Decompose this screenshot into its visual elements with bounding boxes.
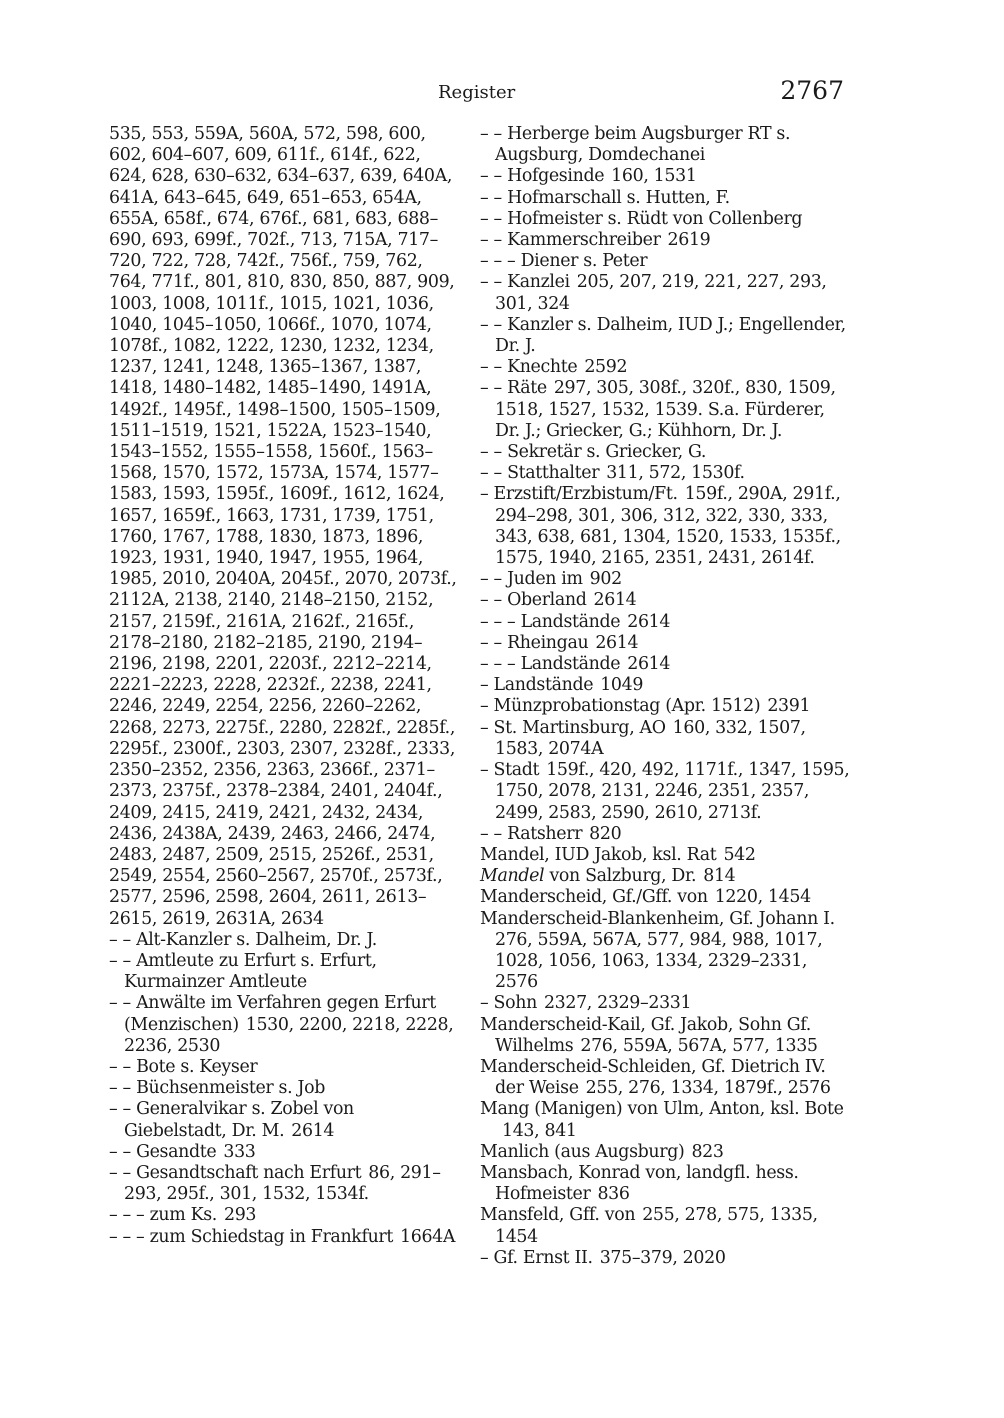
entry-refs: 160, 332, 1507, 1583, 2074A bbox=[495, 717, 806, 759]
index-entry bbox=[480, 272, 850, 314]
index-entry bbox=[480, 1142, 850, 1163]
index-entry bbox=[480, 251, 850, 272]
entry-head: Landstände bbox=[493, 675, 594, 696]
index-entry bbox=[109, 1078, 459, 1099]
entry-refs: 1220, 1454 bbox=[714, 887, 811, 908]
entry-refs: 2614 bbox=[595, 632, 639, 653]
entry-head: Mansbach, Konrad von, landgfl. hess. Hofmeister bbox=[480, 1162, 799, 1205]
entry-refs: 255, 276, 1334, 1879f., 2576 bbox=[585, 1078, 831, 1099]
entry-head-italic: Mandel bbox=[480, 866, 545, 887]
entry-refs: 2327, 2329–2331 bbox=[543, 993, 692, 1014]
index-entry bbox=[480, 442, 850, 463]
entry-level-dashes: – – bbox=[480, 442, 502, 463]
entry-level-dashes: – – – bbox=[109, 1205, 145, 1226]
entry-head: Knechte bbox=[507, 357, 578, 378]
entry-level-dashes: – – – bbox=[109, 1226, 145, 1247]
entry-level-dashes: – – bbox=[109, 1078, 131, 1099]
entry-head: Kammerschreiber bbox=[507, 230, 661, 251]
entry-refs: 86, 291–293, 295f., 301, 1532, 1534f. bbox=[124, 1162, 441, 1205]
entry-head: Statthalter bbox=[507, 463, 600, 484]
entry-head: Gesandtschaft nach Erfurt bbox=[136, 1162, 362, 1183]
entry-refs: 2614 bbox=[627, 654, 671, 675]
entry-refs: 375–379, 2020 bbox=[599, 1247, 726, 1268]
entry-level-dashes: – bbox=[480, 696, 489, 717]
index-entry bbox=[480, 569, 850, 590]
index-entry bbox=[480, 1099, 850, 1141]
entry-refs: 823 bbox=[691, 1141, 724, 1162]
entry-head: Manlich (aus Augsburg) bbox=[480, 1141, 685, 1162]
index-entry bbox=[480, 166, 850, 187]
entry-head: von Salzburg, Dr. bbox=[549, 866, 697, 887]
index-entry bbox=[480, 357, 850, 378]
entry-head: Mang (Manigen) von Ulm, Anton, ksl. Bote bbox=[480, 1099, 844, 1120]
entry-level-dashes: – – bbox=[109, 1056, 131, 1077]
entry-level-dashes: – – – bbox=[480, 251, 516, 272]
entry-refs: 333 bbox=[223, 1141, 256, 1162]
entry-level-dashes: – – bbox=[480, 632, 502, 653]
entry-head: Manderscheid-Blankenheim, Gf. Johann I. bbox=[480, 908, 835, 929]
index-entry bbox=[480, 887, 850, 908]
index-entry bbox=[480, 230, 850, 251]
entry-refs: 2619 bbox=[667, 230, 711, 251]
entry-head: Landstände bbox=[520, 611, 621, 632]
entry-level-dashes: – – bbox=[480, 357, 502, 378]
entry-refs: 311, 572, 1530f. bbox=[606, 463, 745, 484]
index-entry bbox=[109, 124, 459, 930]
entry-level-dashes: – – bbox=[480, 378, 502, 399]
entry-refs: 143, 841 bbox=[502, 1120, 577, 1141]
entry-head: Manderscheid-Kail, Gf. Jakob, Sohn Gf. Wilhelms bbox=[480, 1014, 811, 1056]
entry-level-dashes: – – bbox=[109, 929, 131, 950]
entry-head: Münzprobationstag (Apr. 1512) bbox=[493, 696, 761, 717]
index-entry bbox=[480, 654, 850, 675]
entry-head: Erzstift/Erzbistum/Ft. bbox=[493, 484, 678, 505]
entry-head: St. Martinsburg, AO bbox=[493, 717, 666, 738]
entry-refs: 2391 bbox=[767, 696, 811, 717]
entry-refs: 2592 bbox=[584, 357, 628, 378]
entry-level-dashes: – – bbox=[480, 208, 502, 229]
index-entry bbox=[480, 760, 850, 824]
entry-head: Ratsherr bbox=[507, 823, 583, 844]
entry-head: Kanzlei bbox=[507, 272, 570, 293]
entry-refs: 160, 1531 bbox=[611, 166, 697, 187]
entry-refs: 276, 559A, 567A, 577, 1335 bbox=[580, 1035, 818, 1056]
entry-level-dashes: – – bbox=[480, 230, 502, 251]
entry-level-dashes: – – bbox=[109, 1141, 131, 1162]
entry-refs: 814 bbox=[703, 866, 736, 887]
index-entry bbox=[480, 188, 850, 209]
index-entry bbox=[480, 590, 850, 611]
entry-head: Amtleute zu Erfurt s. Erfurt, Kurmainzer Amtleute bbox=[124, 950, 377, 993]
entry-refs: 159f., 290A, 291f., 294–298, 301, 306, 312, 322, 330, 333, 343, 638, 681, 1304, 1520, 1533, 1535f., 1575, 1940, 2165, 2351, 2431, 2614f. bbox=[495, 484, 841, 569]
entry-level-dashes: – bbox=[480, 717, 489, 738]
entry-head: Büchsenmeister s. Job bbox=[136, 1078, 325, 1099]
entry-head: Hofmeister s. Rüdt von Collenberg bbox=[507, 208, 803, 229]
index-entry bbox=[109, 1205, 459, 1226]
entry-level-dashes: – bbox=[480, 1247, 489, 1268]
entry-head: Herberge beim Augsburger RT s. Augsburg, Domdechanei bbox=[495, 124, 791, 166]
entry-head: Alt-Kanzler s. Dalheim, Dr. J. bbox=[136, 929, 377, 950]
index-entry bbox=[480, 866, 850, 887]
index-entry bbox=[109, 993, 459, 1057]
index-entry bbox=[480, 633, 850, 654]
entry-head: Landstände bbox=[520, 654, 621, 675]
entry-level-dashes: – – bbox=[480, 823, 502, 844]
index-entry bbox=[109, 930, 459, 951]
index-entry bbox=[109, 1142, 459, 1163]
index-entry bbox=[480, 696, 850, 717]
entry-head: Räte bbox=[507, 378, 547, 399]
entry-head: Juden im bbox=[507, 569, 583, 590]
index-entry bbox=[480, 1015, 850, 1057]
entry-refs: 2614 bbox=[627, 611, 671, 632]
entry-head: Anwälte im Verfahren gegen Erfurt (Menzischen) bbox=[124, 993, 436, 1035]
entry-refs: 1530, 2200, 2218, 2228, 2236, 2530 bbox=[124, 1014, 454, 1056]
index-entry bbox=[480, 909, 850, 994]
entry-refs: 535, 553, 559A, 560A, 572, 598, 600, 602, 604–607, 609, 611f., 614f., 622, 624, 628, 630–632, 634–637, 639, 640A, 641A, 643–645, 649, 651–653, 654A, 655A, 658f., 674, 676f., 681, 683, 688–690, 693, 699f., 702f., 713, 715A, 717–720, 722, 728, 742f., 756f., 759, 762, 764, 771f., 801, 810, 830, 850, 887, 909, 1003, 1008, 1011f., 1015, 1021, 1036, 1040, 1045–1050, 1066f., 1070, 1074, 1078f., 1082, 1222, 1230, 1232, 1234, 1237, 1241, 1248, 1365–1367, 1387, 1418, 1480–1482, 1485–1490, 1491A, 1492f., 1495f., 1498–1500, 1505–1509, 1511–1519, 1521, 1522A, 1523–1540, 1543–1552, 1555–1558, 1560f., 1563–1568, 1570, 1572, 1573A, 1574, 1577–1583, 1593, 1595f., 1609f., 1612, 1624, 1657, 1659f., 1663, 1731, 1739, 1751, 1760, 1767, 1788, 1830, 1873, 1896, 1923, 1931, 1940, 1947, 1955, 1964, 1985, 2010, 2040A, 2045f., 2070, 2073f., 2112A, 2138, 2140, 2148–2150, 2152, 2157, 2159f., 2161A, 2162f., 2165f., 2178–2180, 2182–2185, 2190, 2194–2196, 2198, 2201, 2203f., 2212–2214, 2221–2223, 2228, 2232f., 2238, 2241, 2246, 2249, 2254, 2256, 2260–2262, 2268, 2273, 2275f., 2280, 2282f., 2285f., 2295f., 2300f., 2303, 2307, 2328f., 2333, 2350–2352, 2356, 2363, 2366f., 2371–2373, 2375f., 2378–2384, 2401, 2404f., 2409, 2415, 2419, 2421, 2432, 2434, 2436, 2438A, 2439, 2463, 2466, 2474, 2483, 2487, 2509, 2515, 2526f., 2531, 2549, 2554, 2560–2567, 2570f., 2573f., 2577, 2596, 2598, 2604, 2611, 2613–2615, 2619, 2631A, 2634 bbox=[109, 124, 457, 929]
entry-head: Manderscheid, Gf./Gff. von bbox=[480, 887, 708, 908]
index-entry bbox=[480, 612, 850, 633]
index-entry bbox=[109, 951, 459, 993]
entry-level-dashes: – – bbox=[480, 272, 502, 293]
entry-refs: 276, 559A, 567A, 577, 984, 988, 1017, 1028, 1056, 1063, 1334, 2329–2331, 2576 bbox=[495, 929, 823, 993]
index-entry bbox=[480, 209, 850, 230]
entry-level-dashes: – – bbox=[480, 166, 502, 187]
entry-level-dashes: – – bbox=[480, 187, 502, 208]
entry-head: Stadt bbox=[493, 760, 540, 781]
index-entry bbox=[480, 378, 850, 442]
entry-level-dashes: – – bbox=[109, 993, 131, 1014]
index-entry bbox=[480, 315, 850, 357]
index-column-left bbox=[109, 124, 459, 1248]
entry-level-dashes: – – bbox=[109, 1099, 131, 1120]
entry-level-dashes: – bbox=[480, 993, 489, 1014]
entry-head: Gf. Ernst II. bbox=[493, 1247, 593, 1268]
index-entry bbox=[109, 1163, 459, 1205]
index-entry bbox=[480, 1057, 850, 1099]
entry-head: Generalvikar s. Zobel von Giebelstadt, Dr. M. bbox=[124, 1099, 354, 1141]
entry-refs: 542 bbox=[723, 844, 756, 865]
index-entry bbox=[480, 484, 850, 569]
index-column-right bbox=[480, 124, 850, 1269]
entry-head: Diener s. Peter bbox=[520, 251, 648, 272]
entry-level-dashes: – bbox=[480, 760, 489, 781]
entry-refs: 255, 278, 575, 1335, 1454 bbox=[495, 1205, 818, 1247]
entry-head: Mandel, IUD Jakob, ksl. Rat bbox=[480, 844, 717, 865]
entry-level-dashes: – – – bbox=[480, 654, 516, 675]
entry-level-dashes: – – bbox=[109, 1162, 131, 1183]
index-entry bbox=[480, 845, 850, 866]
entry-head: Mansfeld, Gff. von bbox=[480, 1205, 636, 1226]
entry-head: Sohn bbox=[493, 993, 537, 1014]
entry-refs: 2614 bbox=[593, 590, 637, 611]
entry-level-dashes: – – bbox=[480, 314, 502, 335]
index-entry bbox=[480, 824, 850, 845]
index-entry bbox=[480, 124, 850, 166]
entry-head: Sekretär s. Griecker, G. bbox=[507, 442, 707, 463]
entry-level-dashes: – – bbox=[109, 950, 131, 971]
index-entry bbox=[109, 1099, 459, 1141]
entry-level-dashes: – – bbox=[480, 590, 502, 611]
entry-refs: 836 bbox=[597, 1184, 630, 1205]
entry-head: Bote s. Keyser bbox=[136, 1056, 258, 1077]
entry-head: Hofmarschall s. Hutten, F. bbox=[507, 187, 730, 208]
entry-level-dashes: – bbox=[480, 484, 489, 505]
index-entry bbox=[109, 1227, 459, 1248]
entry-head: Rheingau bbox=[507, 632, 589, 653]
entry-refs: 205, 207, 219, 221, 227, 293, 301, 324 bbox=[495, 272, 827, 314]
entry-level-dashes: – – bbox=[480, 463, 502, 484]
entry-refs: 159f., 420, 492, 1171f., 1347, 1595, 1750, 2078, 2131, 2246, 2351, 2357, 2499, 2583, 2590, 2610, 2713f. bbox=[495, 760, 850, 823]
index-entry bbox=[480, 1205, 850, 1247]
index-entry bbox=[480, 463, 850, 484]
entry-head: zum Schiedstag in Frankfurt bbox=[149, 1226, 394, 1247]
entry-head: Hofgesinde bbox=[507, 166, 605, 187]
entry-refs: 2614 bbox=[291, 1120, 335, 1141]
entry-refs: 902 bbox=[589, 569, 622, 590]
index-entry bbox=[480, 1163, 850, 1205]
entry-head: Oberland bbox=[507, 590, 587, 611]
entry-refs: 1049 bbox=[600, 675, 644, 696]
entry-head: Gesandte bbox=[136, 1141, 217, 1162]
index-entry bbox=[480, 1248, 850, 1269]
entry-head: zum Ks. bbox=[149, 1205, 217, 1226]
index-entry bbox=[480, 993, 850, 1014]
entry-refs: 820 bbox=[589, 823, 622, 844]
entry-refs: 297, 305, 308f., 320f., 830, 1509, 1518, 1527, 1532, 1539. S.a. Fürderer, Dr. J.; Griecker, G.; Kühhorn, Dr. J. bbox=[495, 378, 836, 441]
entry-level-dashes: – – bbox=[480, 124, 502, 144]
entry-level-dashes: – bbox=[480, 675, 489, 696]
entry-level-dashes: – – – bbox=[480, 611, 516, 632]
page-number: 2767 bbox=[780, 76, 844, 105]
entry-head: Manderscheid-Schleiden, Gf. Dietrich IV. der Weise bbox=[480, 1056, 826, 1099]
entry-refs: 293 bbox=[223, 1205, 257, 1226]
running-head: Register bbox=[438, 82, 516, 103]
index-entry bbox=[480, 675, 850, 696]
index-entry bbox=[109, 1057, 459, 1078]
entry-head: Kanzler s. Dalheim, IUD J.; Engellender, Dr. J. bbox=[495, 314, 846, 357]
entry-refs: 1664A bbox=[400, 1226, 456, 1247]
index-entry bbox=[480, 718, 850, 760]
entry-level-dashes: – – bbox=[480, 569, 502, 590]
